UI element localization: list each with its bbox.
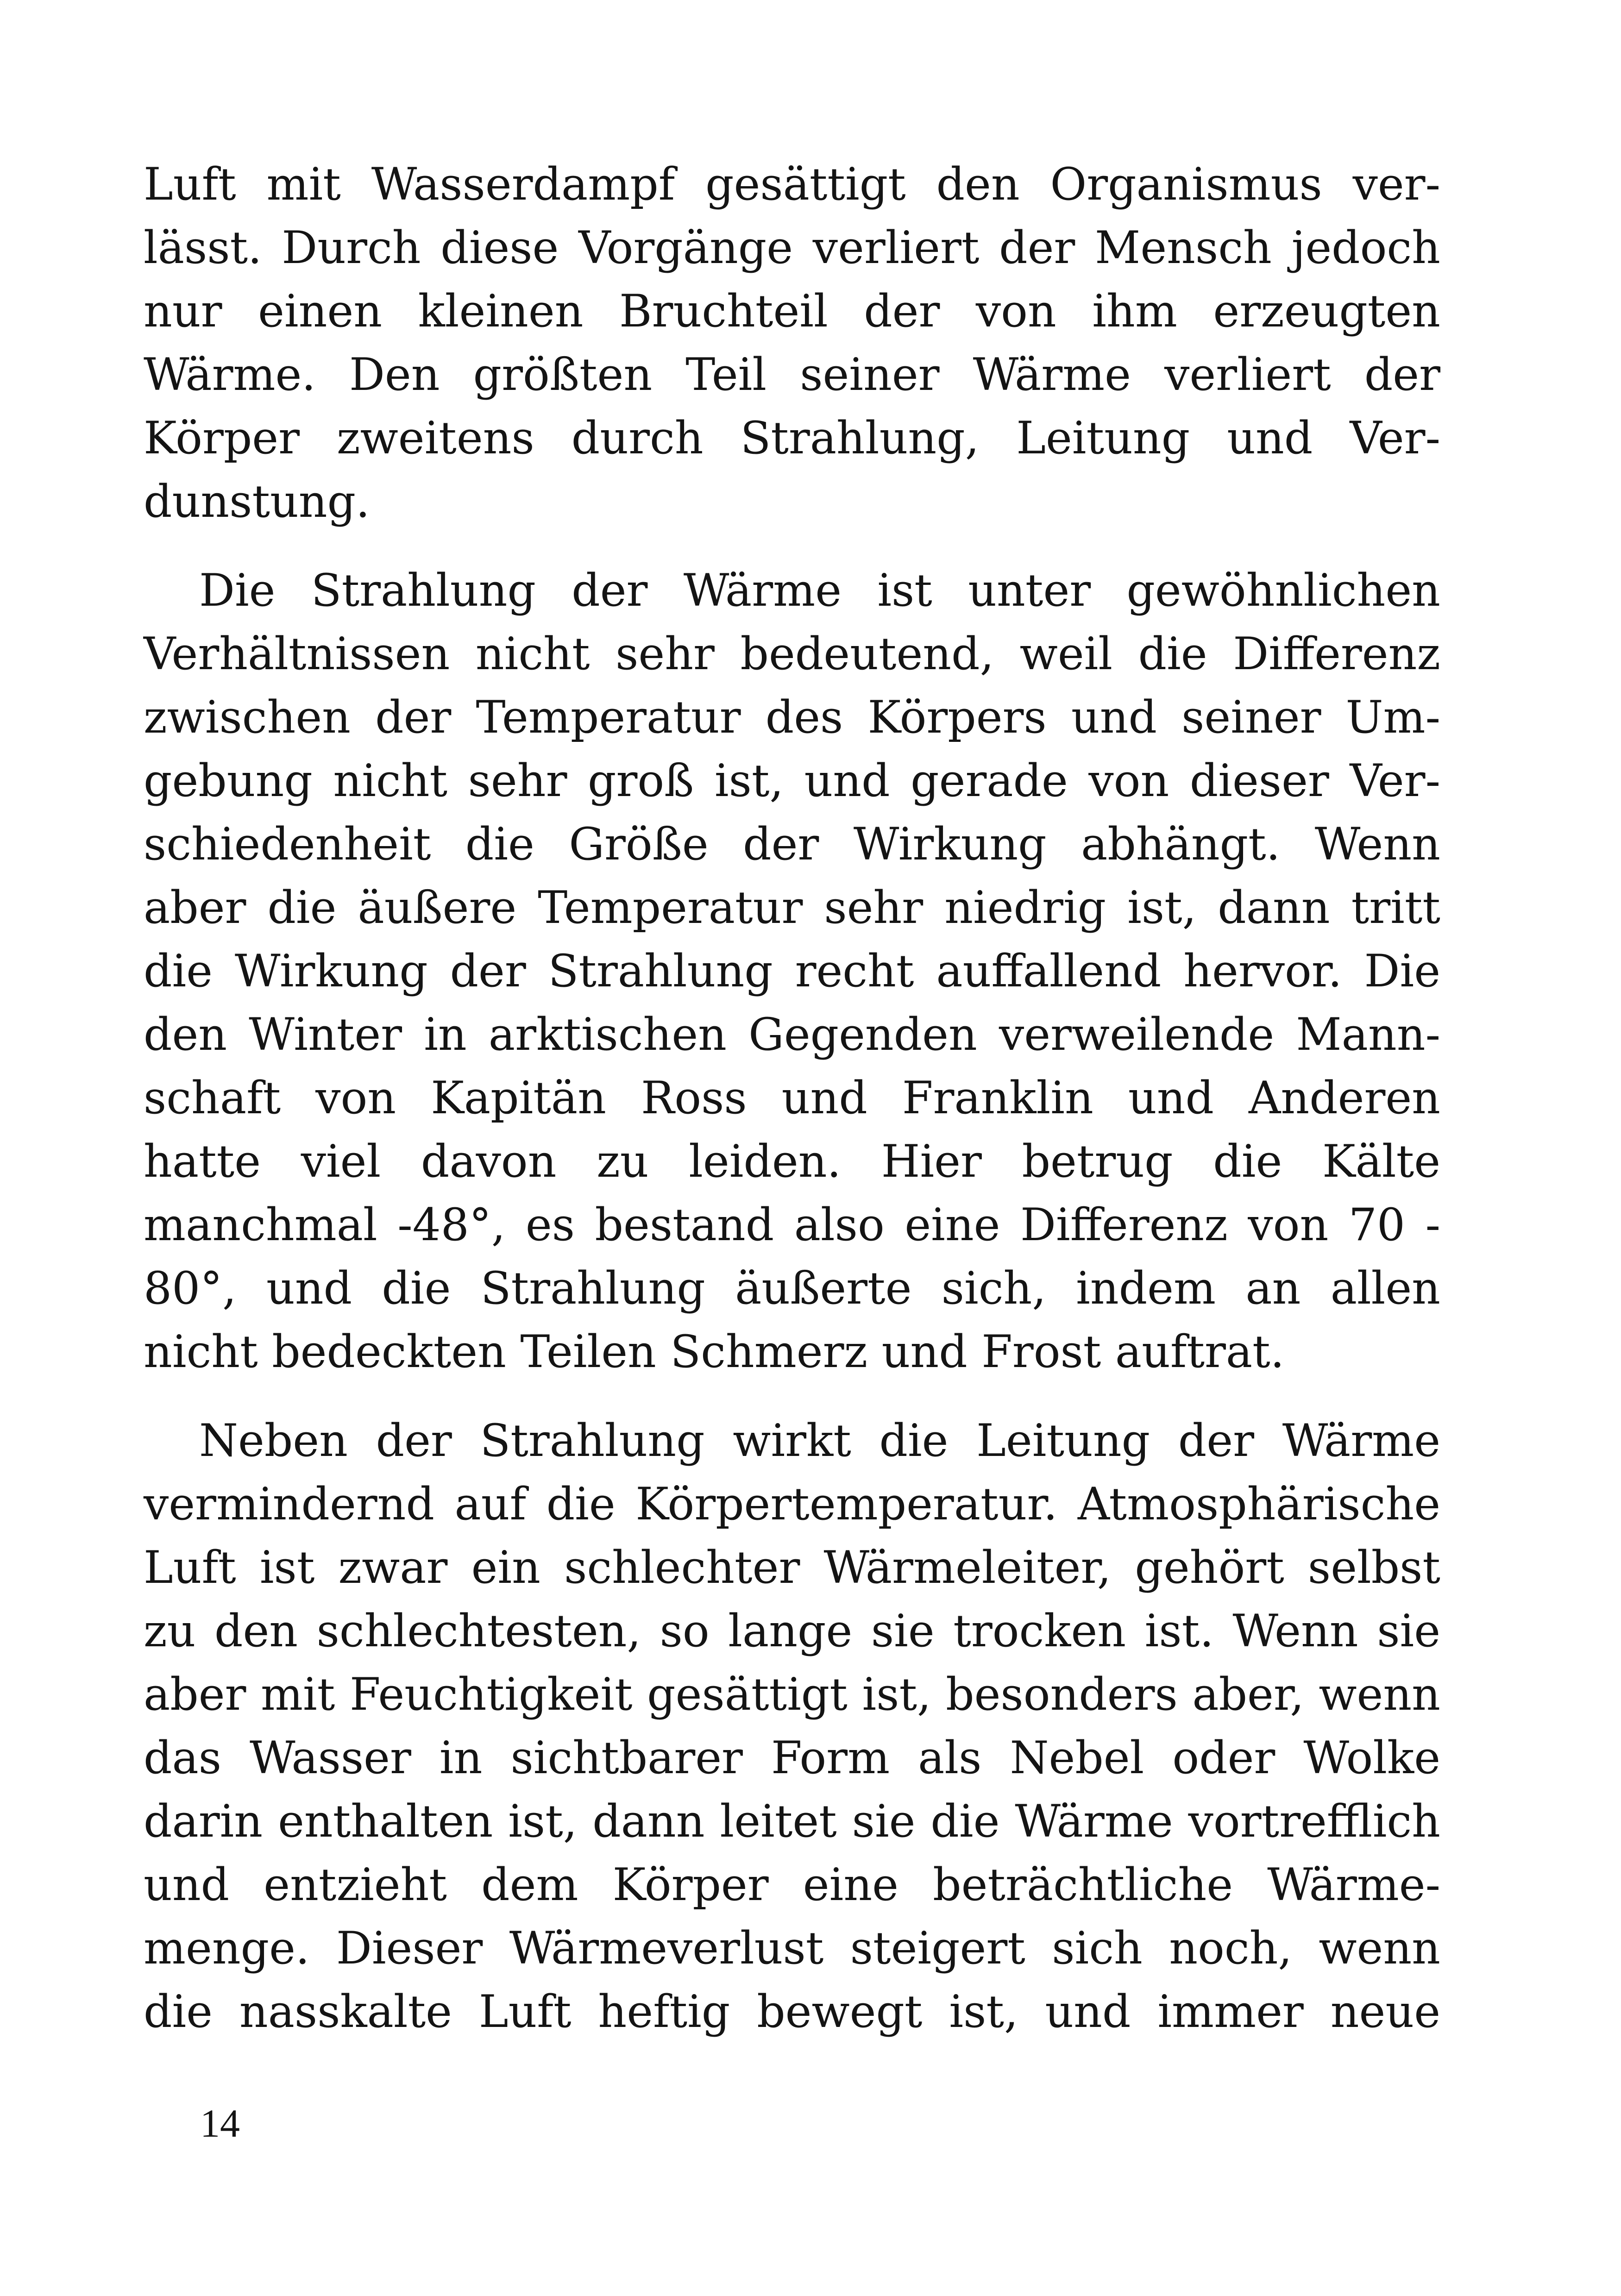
- body-text: [144, 153, 1440, 2044]
- text-line: das Wasser in sichtbarer Form als Nebel oder Wolke: [144, 1732, 1440, 1784]
- text-line: und entzieht dem Körper eine beträchtliche Wärme-: [144, 1859, 1440, 1911]
- text-line: aber die äußere Temperatur sehr niedrig ist, dann tritt: [144, 882, 1440, 934]
- text-line: die nasskalte Luft heftig bewegt ist, und immer neue: [144, 1986, 1440, 2038]
- text-line: den Winter in arktischen Gegenden verweilende Mann-: [144, 1009, 1440, 1060]
- text-line: darin enthalten ist, dann leitet sie die Wärme vortrefflich: [144, 1795, 1440, 1847]
- text-line: nicht bedeckten Teilen Schmerz und Frost auftrat.: [144, 1326, 1285, 1378]
- text-line: schiedenheit die Größe der Wirkung abhängt. Wenn: [144, 818, 1440, 870]
- text-line: zwischen der Temperatur des Körpers und seiner Um-: [144, 691, 1440, 743]
- text-line: Neben der Strahlung wirkt die Leitung der Wärme: [199, 1415, 1440, 1467]
- paragraph: [144, 153, 1440, 533]
- text-line: nur einen kleinen Bruchteil der von ihm erzeugten: [144, 285, 1440, 337]
- text-line: schaft von Kapitän Ross und Franklin und Anderen: [144, 1072, 1440, 1124]
- text-line: Luft mit Wasserdampf gesättigt den Organismus ver-: [144, 158, 1440, 210]
- paragraph: [144, 1409, 1440, 2044]
- text-line: 80°, und die Strahlung äußerte sich, indem an allen: [144, 1262, 1440, 1314]
- text-line: menge. Dieser Wärmeverlust steigert sich noch, wenn: [144, 1922, 1440, 1974]
- text-line: aber mit Feuchtigkeit gesättigt ist, besonders aber, wenn: [144, 1669, 1440, 1720]
- page-number: 14: [200, 2101, 240, 2145]
- text-line: manchmal -48°, es bestand also eine Differenz von 70 -: [144, 1199, 1440, 1251]
- text-line: lässt. Durch diese Vorgänge verliert der Mensch jedoch: [144, 222, 1440, 274]
- text-line: zu den schlechtesten, so lange sie trocken ist. Wenn sie: [144, 1605, 1440, 1657]
- text-line: hatte viel davon zu leiden. Hier betrug die Kälte: [144, 1135, 1440, 1187]
- text-line: Luft ist zwar ein schlechter Wärmeleiter, gehört selbst: [144, 1542, 1440, 1593]
- text-line: dunstung.: [144, 476, 370, 527]
- text-line: Verhältnissen nicht sehr bedeutend, weil die Differenz: [144, 628, 1440, 680]
- text-line: die Wirkung der Strahlung recht auffallend hervor. Die: [144, 945, 1440, 997]
- text-line: Die Strahlung der Wärme ist unter gewöhnlichen: [199, 565, 1440, 616]
- paragraph: [144, 559, 1440, 1384]
- text-line: vermindernd auf die Körpertemperatur. Atmosphärische: [144, 1478, 1440, 1530]
- text-line: Wärme. Den größten Teil seiner Wärme verliert der: [144, 349, 1440, 401]
- text-line: Körper zweitens durch Strahlung, Leitung und Ver-: [144, 412, 1440, 464]
- text-line: gebung nicht sehr groß ist, und gerade von dieser Ver-: [144, 755, 1440, 807]
